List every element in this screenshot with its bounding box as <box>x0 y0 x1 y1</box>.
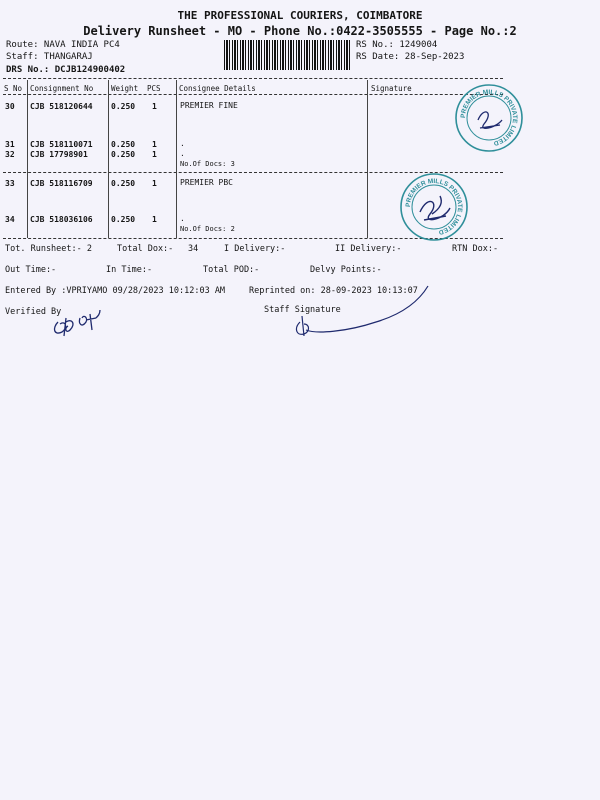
col-header-weight: Weight <box>111 84 139 93</box>
table-row-weight: 0.250 <box>111 215 136 224</box>
entered-by: Entered By :VPRIYAMO 09/28/2023 10:12:03 AM <box>5 286 226 296</box>
staff-label: Staff: THANGARAJ <box>6 52 93 62</box>
table-row-weight: 0.250 <box>111 150 136 159</box>
table-row-sno: 34 <box>5 215 15 224</box>
table-row-consignee: . <box>180 214 185 223</box>
table-row-weight: 0.250 <box>111 140 136 149</box>
table-row-sno: 31 <box>5 140 15 149</box>
out-time: Out Time:- <box>5 265 57 275</box>
table-row-consignment: CJB 518110071 <box>30 140 93 149</box>
staff-signature-icon <box>297 286 428 336</box>
staff-signature-label: Staff Signature <box>264 305 341 315</box>
rs-number: RS No.: 1249004 <box>356 40 438 50</box>
col-header-sno: S No <box>4 84 23 93</box>
total-pod: Total POD:- <box>203 265 260 275</box>
col-header-signature: Signature <box>371 84 412 93</box>
group-docs-count: No.Of Docs: 2 <box>180 225 235 233</box>
company-title: THE PROFESSIONAL COURIERS, COIMBATORE <box>177 9 423 22</box>
total-runsheet: Tot. Runsheet:- 2 <box>5 244 92 254</box>
table-row-consignment: CJB 518120644 <box>30 102 93 111</box>
col-header-consignment: Consignment No <box>30 84 94 93</box>
rtn-dox: RTN Dox:- <box>452 244 499 254</box>
table-row-sno: 30 <box>5 102 15 111</box>
table-row-consignment: CJB 17798901 <box>30 150 88 159</box>
verified-by-label: Verified By <box>5 307 62 317</box>
table-row-pcs: 1 <box>152 150 157 159</box>
table-row-weight: 0.250 <box>111 179 136 188</box>
table-row-consignment: CJB 518036106 <box>30 215 93 224</box>
table-row-pcs: 1 <box>152 102 157 111</box>
table-row-consignment: CJB 518116709 <box>30 179 93 188</box>
route-label: Route: NAVA INDIA PC4 <box>6 40 120 50</box>
rs-date: RS Date: 28-Sep-2023 <box>356 52 465 62</box>
verified-signature-icon <box>55 310 100 336</box>
total-dox-label: Total Dox:- <box>117 244 174 254</box>
table-row-consignee: . <box>180 149 185 158</box>
table-row-consignee: . <box>180 139 185 148</box>
reprinted-on: Reprinted on: 28-09-2023 10:13:07 <box>249 286 418 296</box>
table-row-sno: 32 <box>5 150 15 159</box>
in-time: In Time:- <box>106 265 153 275</box>
stamp-text: PREMIER MILLS PRIVATE LIMITED <box>459 88 519 147</box>
table-row-pcs: 1 <box>152 179 157 188</box>
stamp-text: PREMIER MILLS PRIVATE LIMITED <box>404 177 464 236</box>
table-row-consignee: PREMIER PBC <box>180 178 233 187</box>
company-stamp-icon <box>401 174 467 240</box>
delvy-points: Delvy Points:- <box>310 265 382 275</box>
company-stamp-icon <box>456 85 522 151</box>
group-docs-count: No.Of Docs: 3 <box>180 160 235 168</box>
table-row-weight: 0.250 <box>111 102 136 111</box>
table-row-sno: 33 <box>5 179 15 188</box>
svg-text:PREMIER MILLS PRIVATE LIMITED <box>460 89 518 147</box>
ii-delivery: II Delivery:- <box>335 244 402 254</box>
i-delivery: I Delivery:- <box>224 244 286 254</box>
table-row-consignee: PREMIER FINE <box>180 101 238 110</box>
drs-number: DRS No.: DCJB124900402 <box>6 65 126 75</box>
table-row-pcs: 1 <box>152 215 157 224</box>
col-header-pcs: PCS <box>147 84 161 93</box>
table-row-pcs: 1 <box>152 140 157 149</box>
total-dox-value: 34 <box>188 244 199 254</box>
col-header-consignee: Consignee Details <box>179 84 256 93</box>
runsheet-title: Delivery Runsheet - MO - Phone No.:0422-3505555 - Page No.:2 <box>83 24 517 38</box>
